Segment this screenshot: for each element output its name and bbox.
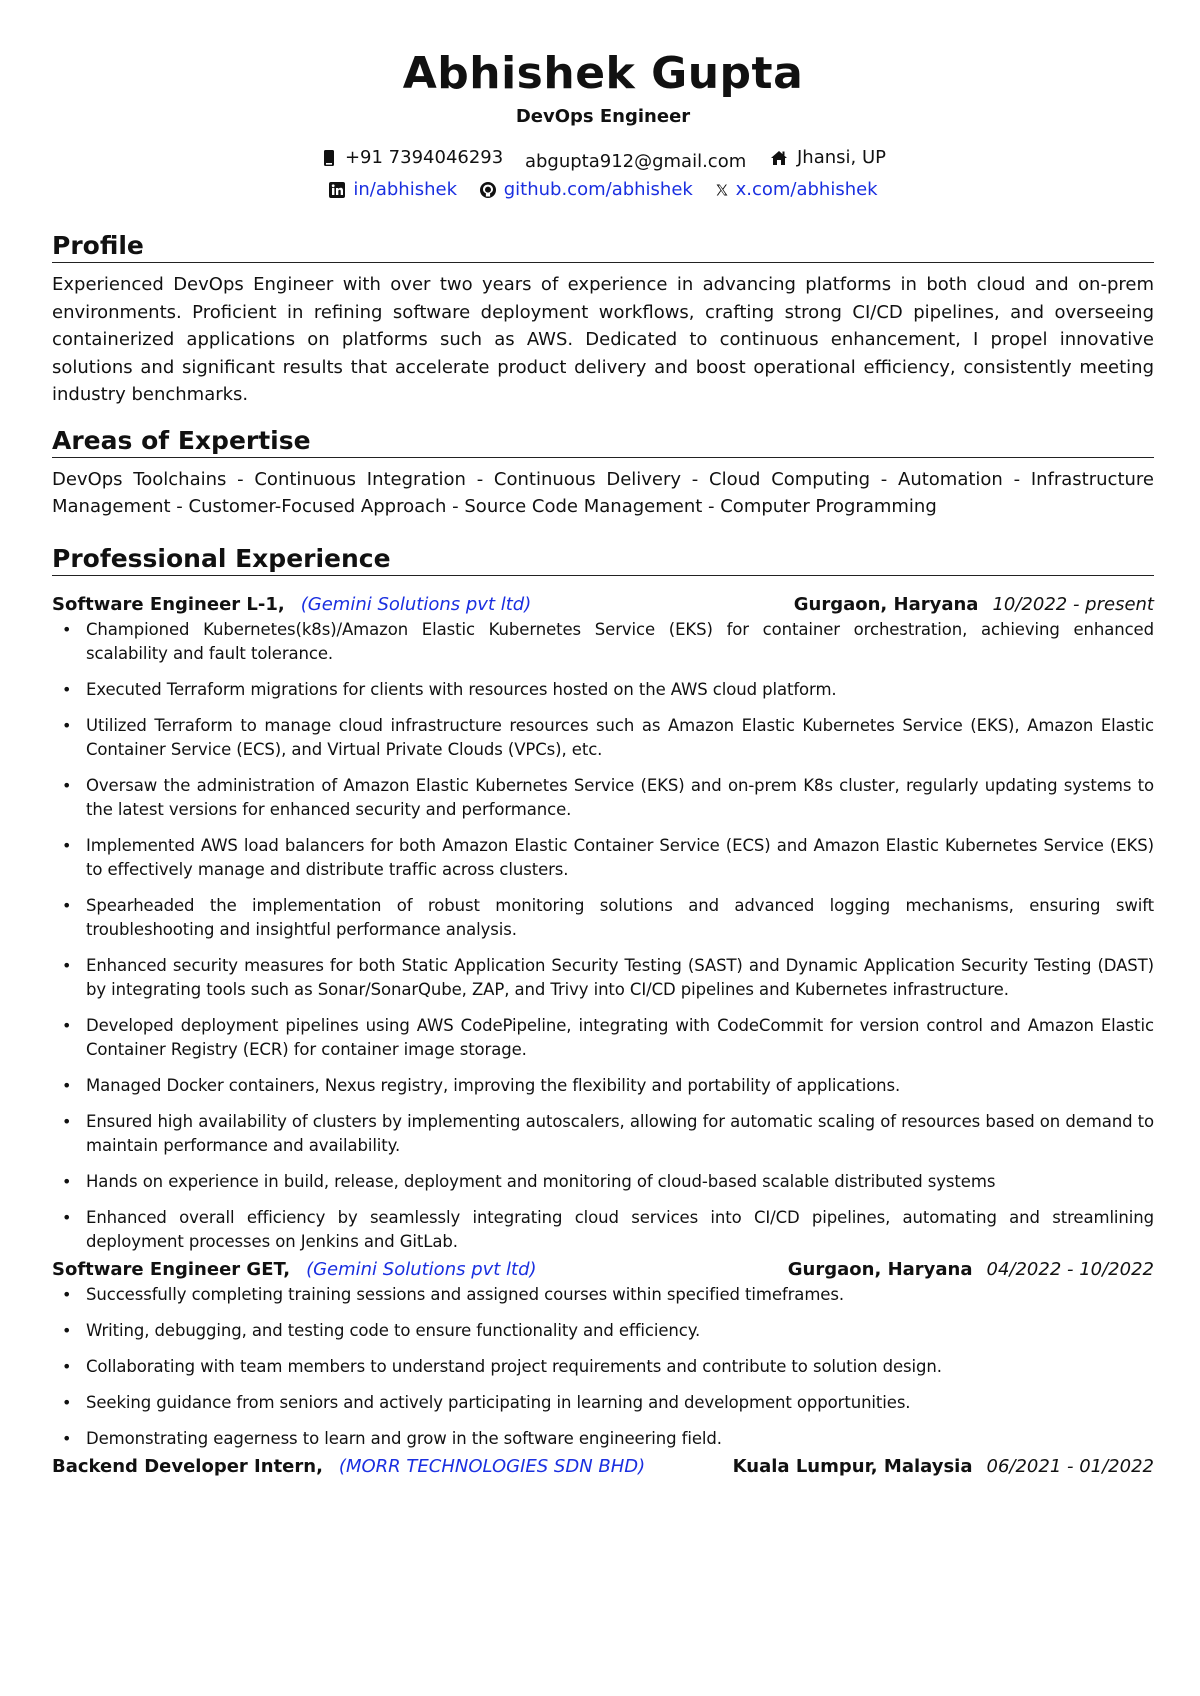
experience-heading: Professional Experience <box>52 543 1154 576</box>
job-company-link[interactable]: (MORR TECHNOLOGIES SDN BHD) <box>338 1455 646 1477</box>
x-logo-icon <box>715 181 729 199</box>
list-item: • Writing, debugging, and testing code to ensure functionality and efficiency. <box>52 1319 1154 1343</box>
linkedin-icon <box>328 181 346 199</box>
github-icon <box>479 181 497 199</box>
job-header <box>52 1257 1154 1283</box>
list-item: • Ensured high availability of clusters by implementing autoscalers, allowing for automatic scaling of resources based on demand to maintain performance and availability. <box>52 1110 1154 1158</box>
list-item: • Enhanced overall efficiency by seamlessly integrating cloud services into CI/CD pipelines, automating and streamlining deployment processes on Jenkins and GitLab. <box>52 1206 1154 1254</box>
job-entry <box>52 1454 1154 1480</box>
list-item: • Seeking guidance from seniors and actively participating in learning and development opportunities. <box>52 1391 1154 1415</box>
profile-heading: Profile <box>52 230 1154 263</box>
job-entry <box>52 592 1154 1254</box>
job-bullets <box>52 1283 1154 1451</box>
job-header <box>52 592 1154 618</box>
job-role: Software Engineer GET, <box>52 1258 291 1280</box>
list-item: • Spearheaded the implementation of robust monitoring solutions and advanced logging mechanisms, ensuring swift troubleshooting and insightful performance analysis. <box>52 894 1154 942</box>
mobile-phone-icon <box>320 149 338 167</box>
job-dates: 06/2021 - 01/2022 <box>986 1455 1154 1477</box>
profile-text: Experienced DevOps Engineer with over two years of experience in advancing platforms in both cloud and on-prem environments. Proficient in refining software deployment workflows, crafting strong CI/CD pipelines, and overseeing containerized applications on platforms such as AWS. Dedicated to continuous enhancement, I propel innovative solutions and significant results that accelerate product delivery and boost operational efficiency, consistently meeting industry benchmarks. <box>52 274 1154 405</box>
job-dates: 04/2022 - 10/2022 <box>986 1258 1154 1280</box>
job-role: Backend Developer Intern, <box>52 1455 323 1477</box>
list-item: • Hands on experience in build, release, deployment and monitoring of cloud-based scalable distributed systems <box>52 1170 1154 1194</box>
job-location: Gurgaon, Haryana <box>787 1258 973 1280</box>
contact-row-primary <box>52 144 1154 176</box>
email-item[interactable] <box>525 148 746 176</box>
list-item: • Utilized Terraform to manage cloud infrastructure resources such as Amazon Elastic Kubernetes Service (EKS), Amazon Elastic Container Service (ECS), and Virtual Private Clouds (VPCs), etc. <box>52 714 1154 762</box>
email-address[interactable]: abgupta912@gmail.com <box>524 151 747 172</box>
job-location: Kuala Lumpur, Malaysia <box>732 1455 973 1477</box>
list-item: • Enhanced security measures for both Static Application Security Testing (SAST) and Dynamic Application Security Testing (DAST) by integrating tools such as Sonar/SonarQube, ZAP, and Trivy into CI/CD pipelines and Kubernetes infrastructure. <box>52 954 1154 1002</box>
job-location: Gurgaon, Haryana <box>793 593 979 615</box>
phone-item <box>320 144 503 172</box>
candidate-name: Abhishek Gupta <box>402 48 804 99</box>
expertise-heading: Areas of Expertise <box>52 425 1154 458</box>
list-item: • Executed Terraform migrations for clients with resources hosted on the AWS cloud platform. <box>52 678 1154 702</box>
github-link[interactable]: github.com/abhishek <box>503 179 693 200</box>
x-link[interactable]: x.com/abhishek <box>735 179 878 200</box>
job-bullets <box>52 618 1154 1254</box>
list-item: • Developed deployment pipelines using AWS CodePipeline, integrating with CodeCommit for version control and Amazon Elastic Container Registry (ECR) for container image storage. <box>52 1014 1154 1062</box>
location-item <box>768 144 886 172</box>
github-item[interactable] <box>479 176 693 204</box>
job-dates: 10/2022 - present <box>992 593 1154 615</box>
job-title: DevOps Engineer <box>515 106 691 127</box>
job-header <box>52 1454 1154 1480</box>
location-text: Jhansi, UP <box>797 147 887 168</box>
list-item: • Championed Kubernetes(k8s)/Amazon Elastic Kubernetes Service (EKS) for container orchestration, achieving enhanced scalability and fault tolerance. <box>52 618 1154 666</box>
expertise-text: DevOps Toolchains - Continuous Integration - Continuous Delivery - Cloud Computing - Automation - Infrastructure Management - Customer-Focused Approach - Source Code Management - Computer Programming <box>52 468 1154 517</box>
job-role: Software Engineer L-1, <box>52 593 285 615</box>
phone-number: +91 7394046293 <box>344 147 504 168</box>
job-company-link[interactable]: (Gemini Solutions pvt ltd) <box>306 1258 537 1280</box>
linkedin-item[interactable] <box>328 176 457 204</box>
list-item: • Implemented AWS load balancers for both Amazon Elastic Container Service (ECS) and Amazon Elastic Kubernetes Service (EKS) to effectively manage and distribute traffic across clusters. <box>52 834 1154 882</box>
list-item: • Managed Docker containers, Nexus registry, improving the flexibility and portability of applications. <box>52 1074 1154 1098</box>
resume-page <box>52 44 1154 1480</box>
list-item: • Oversaw the administration of Amazon Elastic Kubernetes Service (EKS) and on-prem K8s cluster, regularly updating systems to the latest versions for enhanced security and performance. <box>52 774 1154 822</box>
job-company-link[interactable]: (Gemini Solutions pvt ltd) <box>300 593 532 615</box>
list-item: • Successfully completing training sessions and assigned courses within specified timeframes. <box>52 1283 1154 1307</box>
list-item: • Demonstrating eagerness to learn and grow in the software engineering field. <box>52 1427 1154 1451</box>
x-item[interactable] <box>715 176 878 204</box>
job-entry <box>52 1257 1154 1451</box>
contact-row-links <box>52 176 1154 208</box>
linkedin-link[interactable]: in/abhishek <box>353 179 457 200</box>
list-item: • Collaborating with team members to understand project requirements and contribute to solution design. <box>52 1355 1154 1379</box>
home-icon <box>768 149 790 167</box>
